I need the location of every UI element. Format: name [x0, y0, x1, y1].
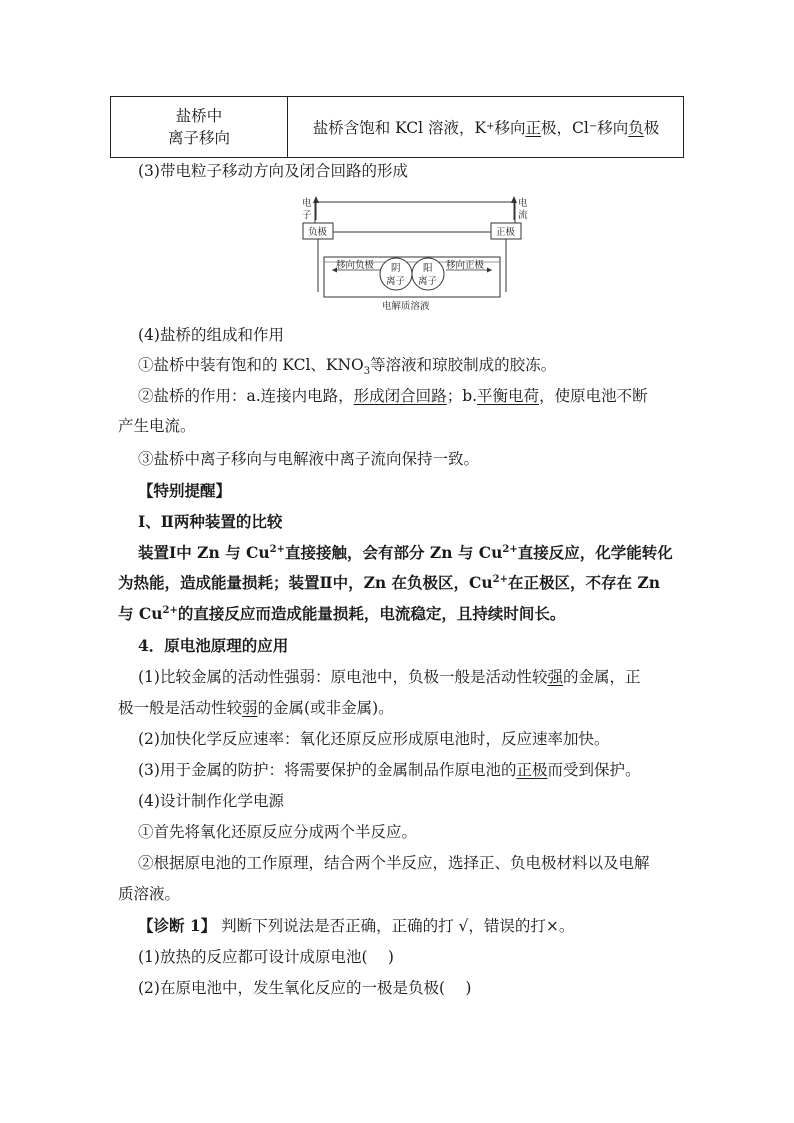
app-text: 的金属(或非金属)。 [257, 699, 394, 717]
electrolyte-label: 电解质溶液 [382, 301, 430, 312]
content-text: 移向 [494, 119, 526, 137]
tip-line2 [118, 572, 660, 594]
current-label-2: 流 [518, 210, 528, 221]
electron-arrowhead [313, 196, 319, 203]
anion-label-bottom: 离子 [386, 276, 406, 287]
electron-label-1: 电 [302, 198, 312, 209]
circuit-diagram [300, 192, 530, 314]
item1-text: ①盐桥中装有饱和的 KCl、KNO [138, 356, 364, 374]
app-text: (3)用于金属的防护：将需要保护的金属制品作原电池的 [138, 761, 517, 779]
superscript: 2+ [269, 543, 285, 555]
external-wire [315, 202, 515, 232]
section3-title: (3)带电粒子移动方向及闭合回路的形成 [138, 162, 408, 180]
app-text: 而受到保护。 [547, 761, 641, 779]
neg-electrode-label: 负极 [308, 227, 328, 238]
underlined-answer: 负 [628, 119, 644, 137]
superscript: 2+ [492, 573, 508, 585]
tip-line3 [118, 603, 565, 625]
to-neg-label: 移向负极 [336, 260, 375, 271]
cation-label-bottom: 离子 [418, 276, 438, 287]
electron-label-2: 子 [302, 210, 312, 221]
current-arrowhead [511, 196, 517, 203]
tip-text: 的直接反应而造成能量损耗，电流稳定，且持续时间长。 [177, 604, 566, 623]
tip-text: 装置Ⅰ中 Zn 与 Cu [138, 543, 270, 562]
table-row-header [111, 97, 287, 157]
tip-text: 为热能，造成能量损耗；装置Ⅱ中，Zn 在负极区，Cu [118, 573, 493, 592]
to-pos-label: 移向正极 [446, 260, 485, 271]
diagnosis-header: 【诊断 1】 [138, 916, 217, 935]
row-header-line2: 离子移向 [167, 129, 230, 147]
superscript: 2+ [162, 604, 178, 616]
item2-text: ②盐桥的作用：a.连接内电路， [138, 387, 354, 405]
superscript: 2+ [502, 543, 518, 555]
item2-text: ；b. [446, 387, 478, 405]
salt-bridge-table-row [110, 96, 684, 158]
cation-label-top: 阳 [423, 263, 433, 274]
tip-line1 [138, 542, 673, 564]
row-header-line1: 盐桥中 [175, 107, 223, 125]
tip-text: 在正极区，不存在 Zn [508, 573, 660, 592]
tip-header: 【特别提醒】 [138, 481, 232, 500]
item2-text: ，使原电池不断 [539, 387, 648, 405]
app-text: 极一般是活动性较 [118, 699, 243, 717]
underlined-answer: 正极 [516, 761, 548, 779]
app-p5: ①首先将氧化还原反应分成两个半反应。 [138, 823, 418, 841]
underlined-answer: 平衡电荷 [477, 387, 540, 405]
app-p3 [138, 759, 641, 781]
item1-text-end: 等溶液和琼胶制成的胶冻。 [370, 356, 557, 374]
tip-text: 直接反应，化学能转化 [517, 543, 673, 562]
subscript: 3 [363, 366, 371, 378]
current-label-1: 电 [518, 198, 528, 209]
underlined-answer: 弱 [242, 699, 258, 717]
circuit-diagram-svg [300, 192, 530, 314]
app-text: (1)比较金属的活动性强弱：原电池中，负极一般是活动性较 [138, 668, 548, 686]
diagnosis-instruction: 判断下列说法是否正确，正确的打 √，错误的打×。 [216, 917, 575, 935]
tip-text: 直接接触，会有部分 Zn 与 Cu [284, 543, 503, 562]
table-row-content: 盐桥含饱和 KCl 溶液，K + 移向 正 极，Cl − 移向 负 极 [288, 97, 684, 157]
section4-item2-cont: 产生电流。 [118, 417, 196, 435]
tip-title: Ⅰ、Ⅱ两种装置的比较 [138, 512, 283, 531]
question-1: (1)放热的反应都可设计成原电池( ) [138, 948, 394, 966]
app-p2: (2)加快化学反应速率：氧化还原反应形成原电池时，反应速率加快。 [138, 730, 610, 748]
application-title: 4．原电池原理的应用 [138, 636, 289, 655]
app-p1-cont [118, 697, 394, 719]
content-text: 极，Cl [541, 119, 589, 137]
app-text: 的金属，正 [562, 668, 641, 686]
underlined-answer: 形成闭合回路 [353, 387, 447, 405]
app-p6-cont: 质溶液。 [118, 885, 181, 903]
section4-item2 [138, 385, 648, 407]
app-p1 [138, 666, 641, 688]
section4-item1 [138, 354, 556, 376]
anion-label-top: 阴 [391, 263, 401, 274]
cation-arrowhead [487, 268, 492, 273]
app-p6: ②根据原电池的工作原理，结合两个半反应，选择正、负电极材料以及电解 [138, 854, 650, 872]
content-text: 移向 [597, 119, 629, 137]
tip-text: 与 Cu [118, 604, 163, 623]
section4-title: (4)盐桥的组成和作用 [138, 326, 284, 344]
content-text: 极 [643, 119, 660, 137]
underlined-answer: 强 [547, 668, 563, 686]
app-p4: (4)设计制作化学电源 [138, 792, 284, 810]
diagnosis-1 [138, 915, 574, 937]
content-text: 盐桥含饱和 KCl 溶液，K [312, 119, 487, 137]
question-2: (2)在原电池中，发生氧化反应的一极是负极( ) [138, 979, 472, 997]
underlined-answer: 正 [525, 119, 542, 137]
section4-item3: ③盐桥中离子移向与电解液中离子流向保持一致。 [138, 450, 480, 468]
pos-electrode-label: 正极 [496, 227, 516, 238]
